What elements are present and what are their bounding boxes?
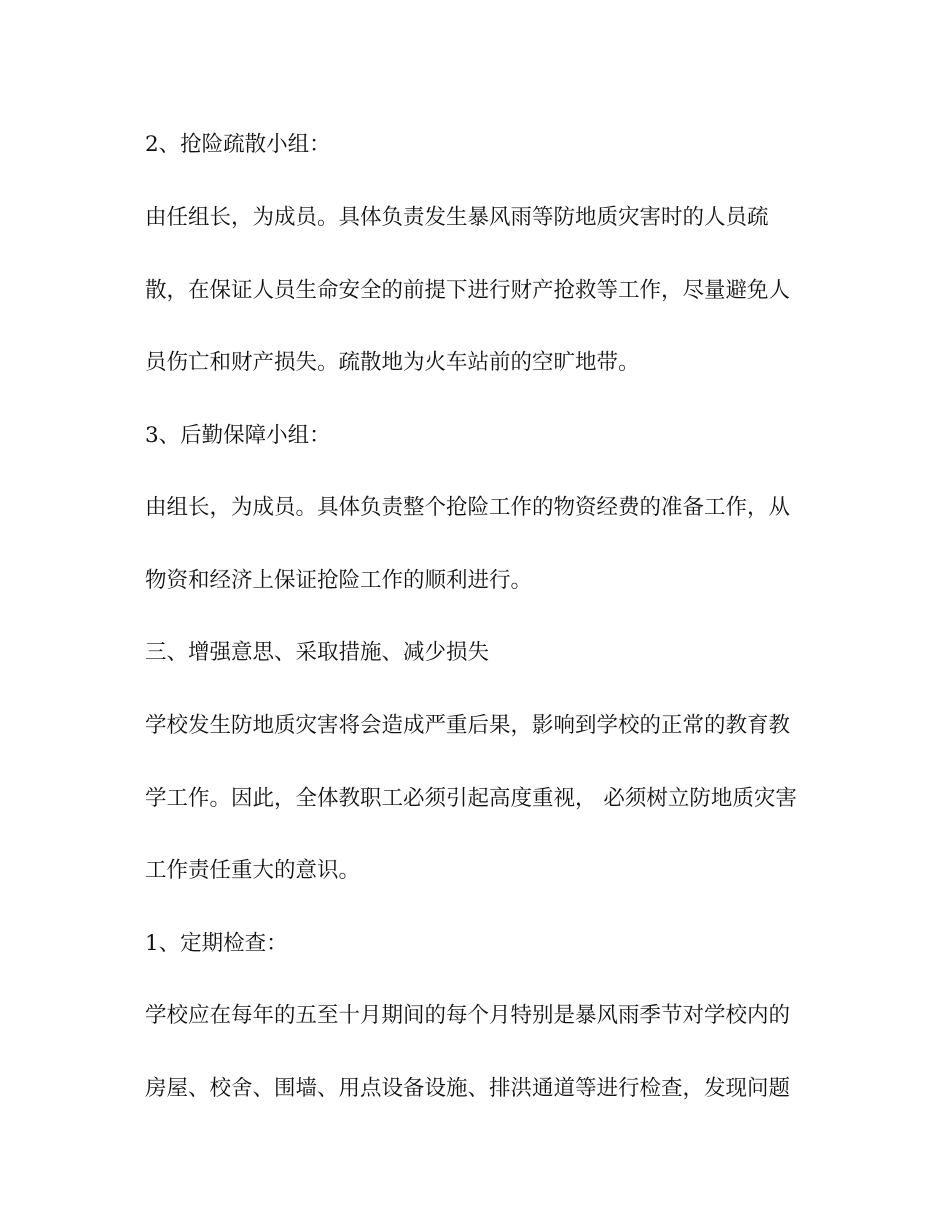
heading-regular-inspection: 1、定期检查： <box>145 931 288 956</box>
paragraph-line: 物资和经济上保证抢险工作的顺利进行。 <box>145 568 533 593</box>
paragraph-line: 工作责任重大的意识。 <box>145 858 361 883</box>
heading-evacuation-group: 2、抢险疏散小组： <box>145 132 331 157</box>
section-heading: 三、增强意思、采取措施、减少损失 <box>145 640 490 665</box>
paragraph-line: 学工作。因此，全体教职工必须引起高度重视， 必须树立防地质灾害 <box>145 786 797 811</box>
paragraph-line: 学校应在每年的五至十月期间的每个月特别是暴风雨季节对学校内的 <box>145 1003 791 1028</box>
paragraph-line: 散，在保证人员生命安全的前提下进行财产抢救等工作，尽量避免人 <box>145 278 791 303</box>
paragraph-line: 学校发生防地质灾害将会造成严重后果，影响到学校的正常的教育教 <box>145 713 791 738</box>
paragraph-line: 由组长，为成员。具体负责整个抢险工作的物资经费的准备工作，从 <box>145 495 791 520</box>
paragraph-line: 员伤亡和财产损失。疏散地为火车站前的空旷地带。 <box>145 350 640 375</box>
paragraph-line: 房屋、校舍、围墙、用点设备设施、排洪通道等进行检查，发现问题 <box>145 1076 791 1101</box>
heading-logistics-group: 3、后勤保障小组： <box>145 423 331 448</box>
paragraph-line: 由任组长，为成员。具体负责发生暴风雨等防地质灾害时的人员疏 <box>145 205 769 230</box>
